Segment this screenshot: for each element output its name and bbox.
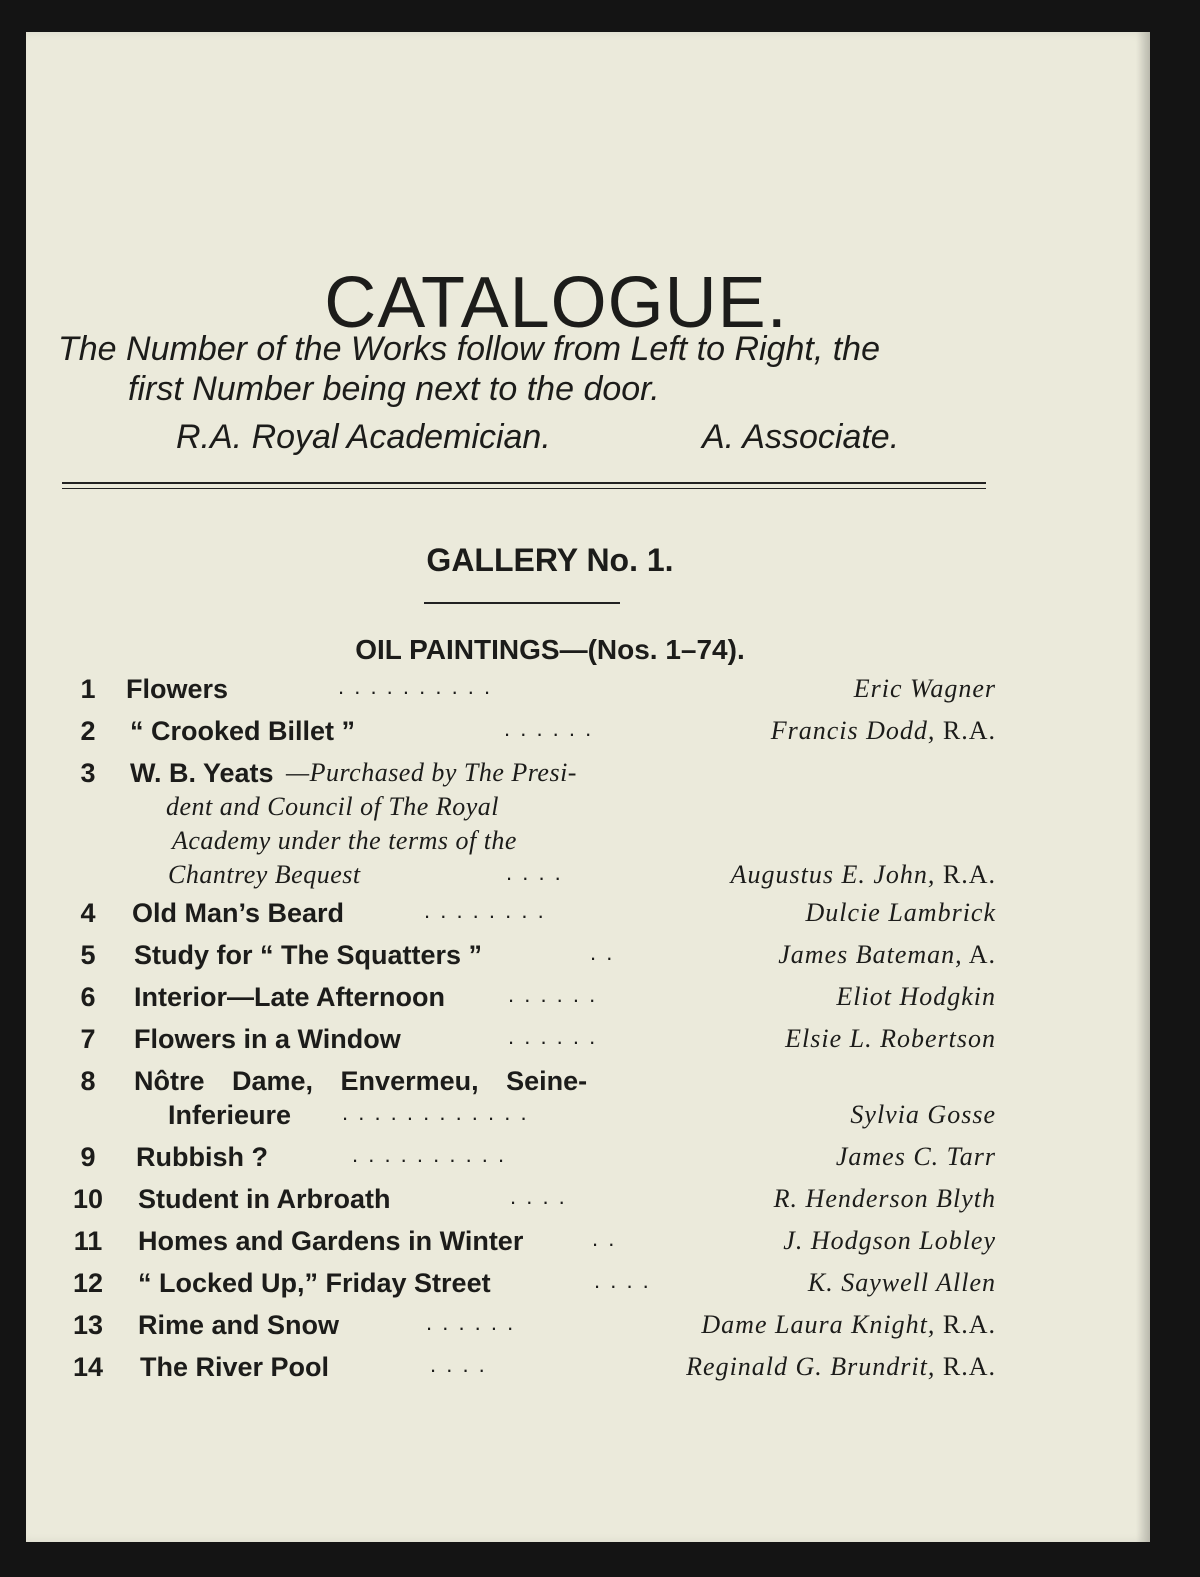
entry-number: 12 [72, 1268, 104, 1298]
leader-dots: . . [590, 940, 615, 965]
entry-number: 1 [80, 674, 96, 704]
entry-artist [783, 1226, 996, 1256]
entry-artist [836, 1142, 996, 1172]
entry-number: 9 [80, 1142, 96, 1172]
entry-artist [785, 1024, 996, 1054]
entry-artist [686, 1352, 996, 1382]
artist-name: Dulcie Lambrick [805, 898, 996, 927]
entry-note-line: Chantrey Bequest [168, 860, 361, 889]
catalogue-entry [26, 1184, 1150, 1224]
divider-rule-top [62, 482, 986, 484]
catalogue-entry [26, 940, 1150, 980]
intro-line-2: first Number being next to the door. [128, 370, 660, 408]
artist-suffix: R.A. [935, 860, 996, 889]
leader-dots: . . . . . . [504, 716, 594, 741]
catalogue-entry [26, 1352, 1150, 1392]
divider-rule-bottom [62, 488, 986, 489]
entry-artist [701, 1310, 996, 1340]
artist-suffix: R.A. [935, 716, 996, 745]
artist-name: K. Saywell Allen [807, 1268, 996, 1297]
entry-artist [836, 982, 996, 1012]
artist-name: Augustus E. John, [730, 860, 936, 889]
entry-number: 8 [80, 1066, 96, 1096]
entry-artist [854, 674, 996, 704]
leader-dots: . . . . [510, 1184, 567, 1209]
entry-note: —Purchased by The Presi- [286, 758, 577, 787]
leader-dots: . . . . [430, 1352, 487, 1377]
entry-title: The River Pool [140, 1352, 330, 1382]
artist-name: Eric Wagner [853, 674, 996, 703]
artist-name: Reginald G. Brundrit, [686, 1352, 936, 1381]
leader-dots: . . . . . . [426, 1310, 516, 1335]
catalogue-entry [26, 982, 1150, 1022]
artist-name: James Bateman, [778, 940, 963, 969]
entry-number: 5 [80, 940, 96, 970]
entry-note-line: Academy under the terms of the [172, 826, 517, 855]
entry-title-line: Inferieure [168, 1100, 292, 1130]
catalogue-entry [26, 1024, 1150, 1064]
entry-title: “ Locked Up,” Friday Street [138, 1268, 491, 1298]
artist-name: Sylvia Gosse [850, 1100, 996, 1129]
abbrev-royal-academician: R.A. Royal Academician. [176, 418, 551, 456]
leader-dots: . . . . . . . . . . [338, 674, 493, 699]
entry-title: W. B. Yeats [130, 758, 274, 788]
leader-dots: . . . . . . . . [424, 898, 546, 923]
catalogue-entry [26, 716, 1150, 756]
entry-title: Student in Arbroath [138, 1184, 391, 1214]
artist-name: R. Henderson Blyth [773, 1184, 996, 1213]
entry-title: Old Man’s Beard [132, 898, 345, 928]
entry-artist [806, 898, 996, 928]
entry-title: Rime and Snow [138, 1310, 340, 1340]
artist-suffix: R.A. [935, 1352, 996, 1381]
entry-number: 11 [73, 1226, 103, 1256]
artist-name: Dame Laura Knight, [701, 1310, 936, 1339]
artist-suffix: R.A. [935, 1310, 996, 1339]
entry-artist [771, 716, 996, 746]
entry-artist [774, 1184, 996, 1214]
abbrev-associate: A. Associate. [702, 418, 900, 456]
catalogue-entry [26, 1142, 1150, 1182]
artist-name: Elsie L. Robertson [785, 1024, 996, 1053]
entry-number: 3 [80, 758, 96, 788]
entry-number: 14 [72, 1352, 104, 1382]
entry-number: 4 [80, 898, 96, 928]
entry-continuation [26, 1100, 1150, 1140]
entry-title: “ Crooked Billet ” [130, 716, 356, 746]
entry-number: 2 [80, 716, 96, 746]
entry-artist [778, 940, 996, 970]
leader-dots: . . [592, 1226, 617, 1251]
entry-number: 6 [80, 982, 96, 1012]
gallery-heading: GALLERY No. 1. [426, 542, 674, 578]
catalogue-entry [26, 1310, 1150, 1350]
gallery-short-rule [424, 602, 620, 604]
page-title: CATALOGUE. [324, 263, 788, 343]
leader-dots: . . . . . . [508, 1024, 598, 1049]
entry-artist [731, 860, 996, 890]
entry-title: Interior—Late Afternoon [134, 982, 446, 1012]
entry-title: Homes and Gardens in Winter [138, 1226, 524, 1256]
artist-name: James C. Tarr [835, 1142, 996, 1171]
leader-dots: . . . . [594, 1268, 651, 1293]
leader-dots: . . . . . . [508, 982, 598, 1007]
entry-title: Study for “ The Squatters ” [134, 940, 483, 970]
artist-name: Eliot Hodgkin [836, 982, 996, 1011]
entry-number: 7 [80, 1024, 96, 1054]
section-heading: OIL PAINTINGS—(Nos. 1–74). [355, 634, 745, 665]
artist-name: J. Hodgson Lobley [783, 1226, 996, 1255]
leader-dots: . . . . [506, 860, 563, 885]
catalogue-entry [26, 1226, 1150, 1266]
entry-continuation [26, 860, 1150, 900]
leader-dots: . . . . . . . . . . [352, 1142, 507, 1167]
entry-number: 13 [72, 1310, 104, 1340]
entry-title: Rubbish ? [136, 1142, 268, 1172]
entry-title: Flowers [126, 674, 229, 704]
catalogue-entry [26, 674, 1150, 714]
entry-artist [808, 1268, 996, 1298]
intro-line-1: The Number of the Works follow from Left to Right, the [58, 330, 880, 368]
entry-title: Nôtre Dame, Envermeu, Seine- [134, 1066, 588, 1096]
artist-suffix: A. [962, 940, 996, 969]
entry-title: Flowers in a Window [134, 1024, 401, 1054]
artist-name: Francis Dodd, [770, 716, 936, 745]
leader-dots: . . . . . . . . . . . . [342, 1100, 529, 1125]
entry-artist [850, 1100, 996, 1130]
catalogue-page [26, 32, 1150, 1542]
entry-number: 10 [72, 1184, 104, 1214]
catalogue-entry [26, 898, 1150, 938]
catalogue-entry [26, 1268, 1150, 1308]
entry-note-line: dent and Council of The Royal [166, 792, 499, 821]
